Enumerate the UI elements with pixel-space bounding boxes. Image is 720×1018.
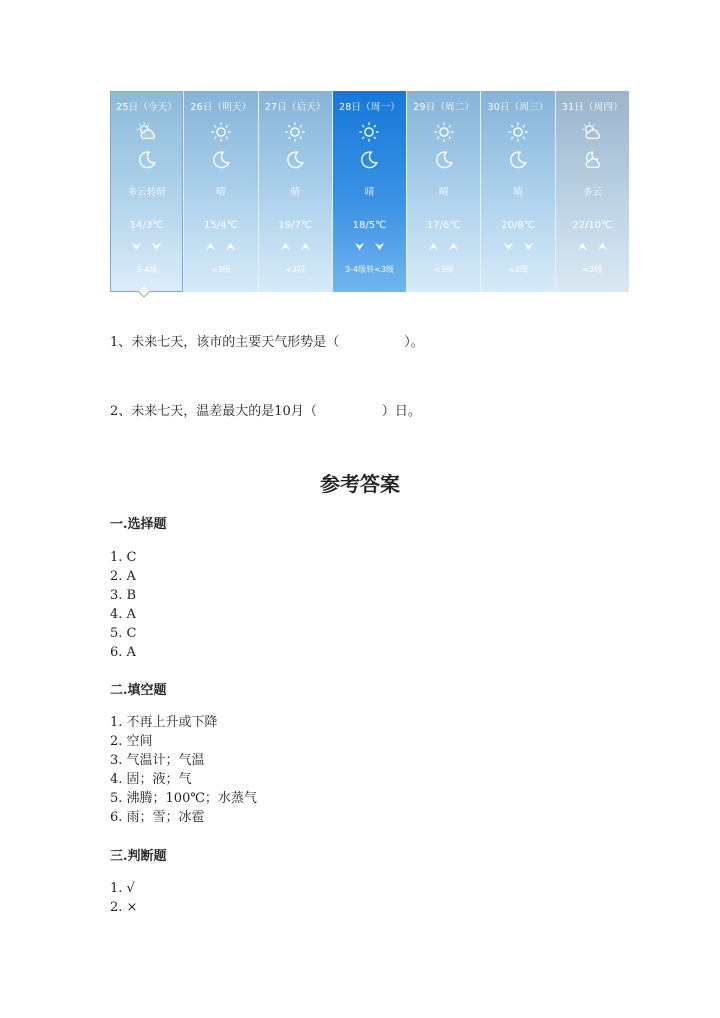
answer-item: 5. C (110, 626, 137, 641)
partly-cloudy-icon (581, 121, 603, 143)
temperature-range: 18/5℃ (352, 220, 387, 231)
wind-arrow-up-icon (597, 241, 608, 252)
day-label: 31日（周四） (561, 102, 623, 113)
sun-icon (507, 121, 529, 143)
wind-direction (184, 241, 257, 252)
answer-item: 2. A (110, 569, 136, 584)
sun-icon (358, 121, 380, 143)
answer-item: 4. 固；液；气 (110, 772, 192, 787)
sun-icon (284, 121, 306, 143)
day-label: 29日（周二） (413, 102, 475, 113)
wind-arrow-down-icon (503, 241, 514, 252)
weather-condition: 多云 (582, 187, 602, 198)
wind-level: <3级 (433, 265, 454, 274)
wind-arrow-up-icon (577, 241, 588, 252)
answer-list-choice (110, 548, 136, 662)
wind-level: <3级 (211, 265, 231, 274)
temperature-range: 14/3℃ (129, 220, 164, 231)
wind-direction (407, 241, 480, 252)
answer-item: 3. B (110, 588, 137, 603)
day-label: 30日（周三） (487, 102, 549, 113)
forecast-day-30 (481, 91, 554, 292)
question-1: 1、未来七天，该市的主要天气形势是（ ）。 (110, 335, 424, 350)
answer-item: 2. × (110, 900, 138, 915)
answer-item: 6. 雨；雪；冰雹 (110, 810, 205, 825)
forecast-day-25 (110, 91, 183, 292)
day-label: 25日（今天） (116, 102, 178, 113)
wind-direction (333, 241, 406, 252)
weather-condition: 晴 (364, 187, 375, 198)
wind-level: 3-4级 (136, 265, 158, 274)
wind-level: <3级 (508, 265, 528, 274)
answer-list-true-false (110, 879, 137, 917)
temperature-range: 15/4℃ (204, 220, 238, 231)
forecast-day-27 (259, 91, 332, 292)
moon-icon (433, 149, 455, 171)
answer-item: 1. C (110, 550, 137, 565)
answer-item: 1. 不再上升或下降 (110, 715, 218, 730)
wind-arrow-down-icon (374, 241, 385, 252)
forecast-day-28 (333, 91, 406, 292)
wind-direction (110, 241, 183, 252)
moon-icon (284, 149, 306, 171)
question-2: 2、未来七天，温差最大的是10月（ ）日。 (110, 404, 421, 419)
wind-direction (259, 241, 332, 252)
temperature-range: 22/10℃ (572, 220, 613, 231)
answer-item: 4. A (110, 607, 136, 622)
weather-forecast-widget (110, 91, 629, 292)
day-label: 27日（后天） (264, 102, 326, 113)
forecast-day-29 (407, 91, 480, 292)
weather-condition: 多云转晴 (127, 187, 166, 198)
today-pointer (138, 286, 149, 297)
weather-condition: 晴 (216, 187, 226, 198)
wind-arrow-up-icon (280, 241, 291, 252)
answer-item: 1. √ (110, 881, 135, 896)
moon-icon (358, 149, 380, 171)
day-label: 28日（周一） (338, 102, 400, 113)
wind-level: <3级 (285, 265, 306, 274)
weather-condition: 晴 (290, 187, 300, 198)
answer-item: 3. 气温计；气温 (110, 753, 205, 768)
section-heading-true-false: 三.判断题 (110, 849, 167, 864)
wind-direction (556, 241, 629, 252)
forecast-day-26 (184, 91, 257, 292)
partly-cloudy-icon (136, 121, 158, 143)
temperature-range: 19/7℃ (278, 220, 313, 231)
section-heading-fill-blank: 二.填空题 (110, 683, 167, 698)
wind-level: 3-4级转<3级 (345, 265, 394, 274)
wind-arrow-down-icon (523, 241, 534, 252)
temperature-range: 17/6℃ (426, 220, 461, 231)
wind-level: <3级 (582, 265, 603, 274)
wind-arrow-down-icon (131, 241, 142, 252)
moon-icon (507, 149, 529, 171)
temperature-range: 20/8℃ (501, 220, 535, 231)
wind-arrow-up-icon (205, 241, 216, 252)
moon-icon (210, 149, 232, 171)
weather-condition: 晴 (513, 187, 523, 198)
section-heading-choice: 一.选择题 (110, 517, 167, 532)
wind-arrow-up-icon (225, 241, 236, 252)
weather-condition: 晴 (439, 187, 449, 198)
answers-title: 参考答案 (320, 472, 400, 496)
forecast-day-31 (556, 91, 629, 292)
wind-arrow-down-icon (151, 241, 162, 252)
wind-direction (481, 241, 554, 252)
answer-item: 6. A (110, 645, 136, 660)
answer-item: 5. 沸腾；100℃；水蒸气 (110, 791, 257, 806)
moon-icon (136, 149, 158, 171)
sun-icon (433, 121, 455, 143)
answer-item: 2. 空间 (110, 734, 153, 749)
day-label: 26日（明天） (190, 102, 252, 113)
answer-list-fill-blank (110, 713, 257, 827)
wind-arrow-up-icon (428, 241, 439, 252)
wind-arrow-up-icon (448, 241, 459, 252)
wind-arrow-down-icon (354, 241, 365, 252)
partly-cloudy-icon (581, 149, 603, 171)
sun-icon (210, 121, 232, 143)
wind-arrow-up-icon (300, 241, 311, 252)
